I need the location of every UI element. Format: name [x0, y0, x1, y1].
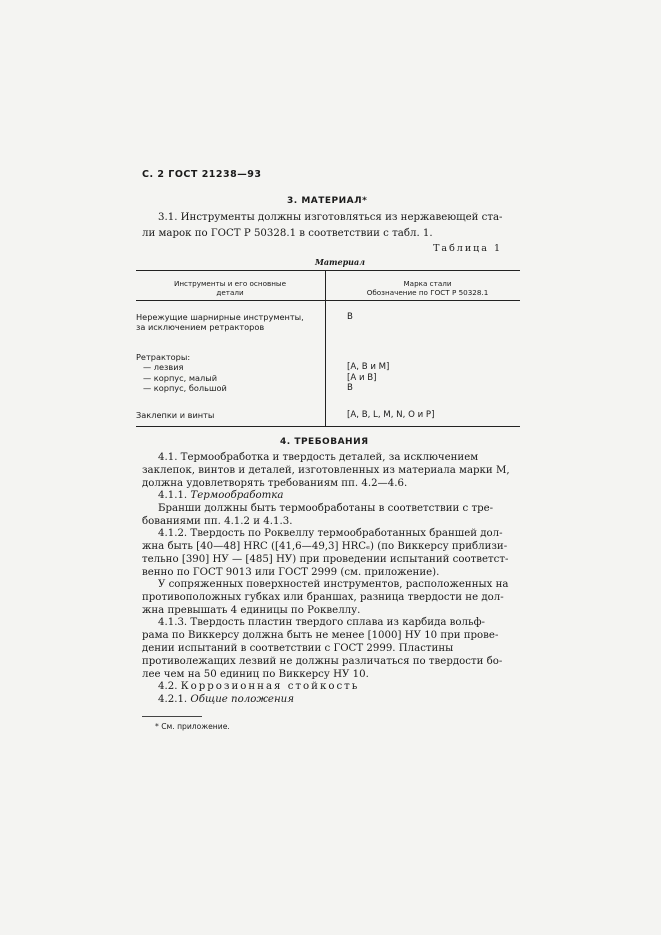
para-surfaces-line2: противоположных губках или браншах, разница твердости не дол- — [142, 592, 504, 603]
para-4-1-3-line4: противолежащих лезвий не должны различаться по твердости бо- — [142, 656, 503, 667]
table-row-2-right: [А, В и М] [А и В] В — [347, 362, 390, 394]
table-row-1-right: В — [347, 312, 353, 322]
page-header: С. 2 ГОСТ 21238—93 — [142, 169, 262, 180]
table-row-3-left: Заклепки и винты — [136, 410, 215, 420]
table-header-rule — [136, 300, 520, 301]
table-header-right: Марка стали Обозначение по ГОСТ Р 50328.1 — [366, 279, 489, 297]
para-4-1-line2: заклепок, винтов и деталей, изготовленных из материала марки М, — [142, 465, 510, 476]
footnote-rule — [142, 716, 202, 717]
section-4-title: 4. ТРЕБОВАНИЯ — [280, 437, 369, 447]
table-bottom-rule — [136, 426, 520, 427]
table-label: Таблица 1 — [433, 243, 502, 254]
para-4-1-1-heading: 4.1.1. Термообработка — [158, 490, 284, 501]
section-3-title: 3. МАТЕРИАЛ* — [287, 196, 368, 206]
table-row-3-right: [А, В, L, М, N, О и Р] — [347, 410, 435, 420]
para-4-1-2-line2: жна быть [40—48] HRC ([41,6—49,3] HRCₑ) (по Виккерсу приблизи- — [142, 541, 508, 552]
para-surfaces-line3: жна превышать 4 единицы по Роквеллу. — [142, 605, 361, 616]
para-4-1-3-line5: лее чем на 50 единиц по Виккерсу НУ 10. — [142, 669, 369, 680]
para-4-2-heading: 4.2. Коррозионная стойкость — [158, 681, 360, 692]
para-4-1-3-line2: рама по Виккерсу должна быть не менее [1000] НУ 10 при прове- — [142, 630, 499, 641]
para-surfaces-line1: У сопряженных поверхностей инструментов, расположенных на — [158, 579, 509, 590]
para-4-1-3-line3: дении испытаний в соответствии с ГОСТ 2999. Пластины — [142, 643, 454, 654]
para-4-1-2-line4: венно по ГОСТ 9013 или ГОСТ 2999 (см. приложение). — [142, 567, 440, 578]
para-4-1-2-line3: тельно [390] НУ — [485] НУ) при проведении испытаний соответст- — [142, 554, 509, 565]
para-3-1-line1: 3.1. Инструменты должны изготовляться из нержавеющей ста- — [158, 212, 503, 223]
para-4-1-line1: 4.1. Термообработка и твердость деталей, за исключением — [158, 452, 479, 463]
para-4-1-3-line1: 4.1.3. Твердость пластин твердого сплава из карбида вольф- — [158, 617, 485, 628]
table-title: Материал — [314, 257, 366, 267]
para-4-2-1-heading: 4.2.1. Общие положения — [158, 694, 294, 705]
para-4-1-2-line1: 4.1.2. Твердость по Роквеллу термообработанных браншей дол- — [158, 528, 503, 539]
table-row-1-left: Нережущие шарнирные инструменты, за исключением ретракторов — [136, 312, 304, 333]
table-row-2-left: Ретракторы: — лезвия — корпус, малый — корпус, большой — [136, 352, 227, 394]
para-4-1-1-line1: Бранши должны быть термообработаны в соответствии с тре- — [158, 503, 494, 514]
para-3-1-line2: ли марок по ГОСТ Р 50328.1 в соответствии с табл. 1. — [142, 228, 433, 239]
table-top-rule — [136, 270, 520, 271]
table-header-left: Инструменты и его основные детали — [173, 279, 287, 297]
para-4-1-1-line2: бованиями пп. 4.1.2 и 4.1.3. — [142, 516, 293, 527]
footnote: * См. приложение. — [155, 722, 230, 731]
table-column-divider — [325, 270, 326, 427]
para-4-1-line3: должна удовлетворять требованиям пп. 4.2—4.6. — [142, 478, 408, 489]
